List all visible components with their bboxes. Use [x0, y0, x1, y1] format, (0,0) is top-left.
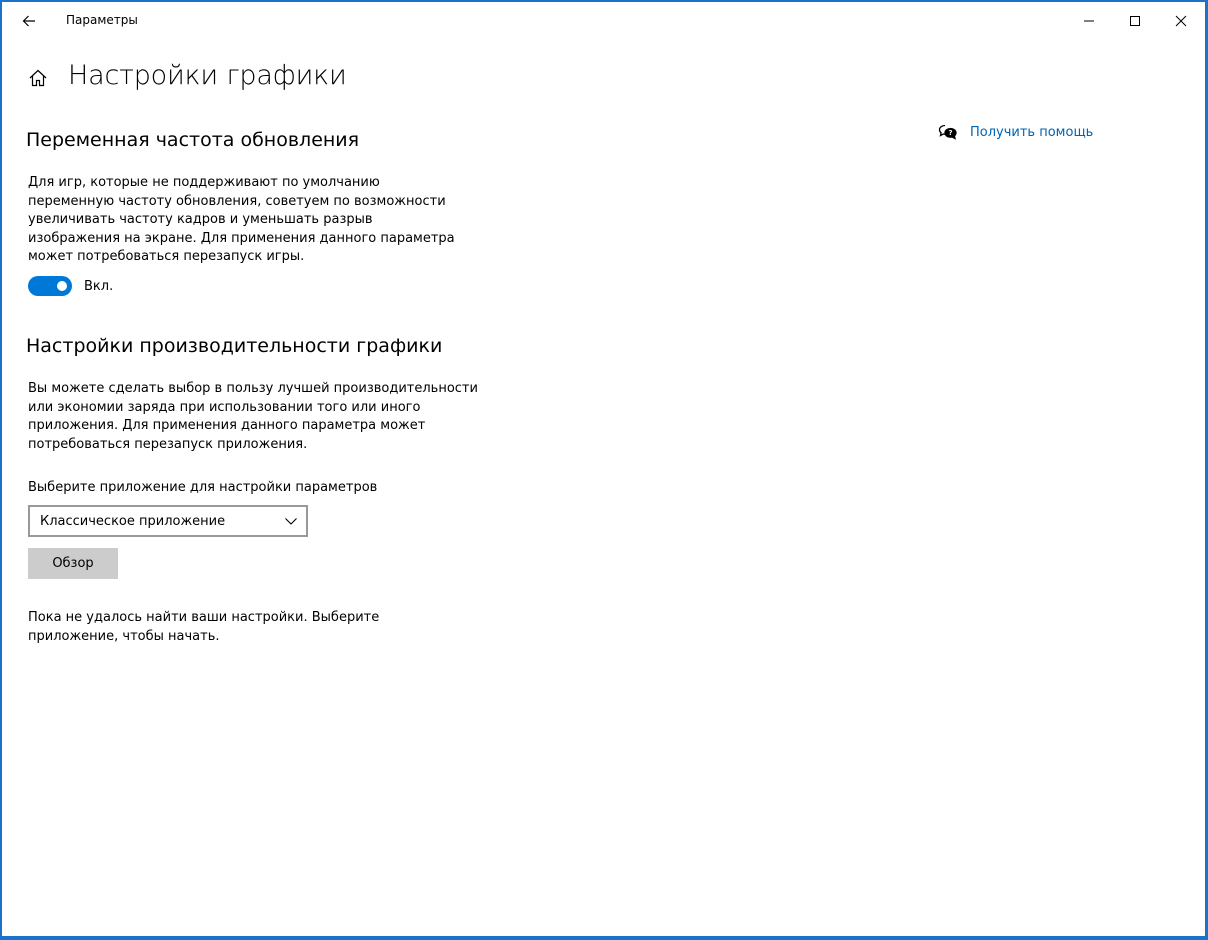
close-button[interactable] [1158, 2, 1204, 40]
toggle-knob [57, 281, 67, 291]
performance-section-title: Настройки производительности графики [26, 335, 443, 357]
home-icon [28, 68, 48, 88]
performance-description: Вы можете сделать выбор в пользу лучшей производительности или экономии заряда при использовании того или иного приложения. Для применения данного параметра может потребоваться перезапуск приложения. [28, 381, 478, 452]
maximize-button[interactable] [1112, 2, 1158, 40]
vrr-toggle-switch[interactable] [28, 276, 72, 296]
back-arrow-icon [21, 13, 37, 29]
status-message: Пока не удалось найти ваши настройки. Выберите приложение, чтобы начать. [28, 610, 380, 644]
minimize-button[interactable] [1066, 2, 1112, 40]
app-select-label: Выберите приложение для настройки параметров [28, 480, 378, 495]
help-chat-icon [938, 122, 958, 142]
maximize-icon [1129, 15, 1141, 27]
app-type-selected-value: Классическое приложение [40, 513, 226, 529]
page-title: Настройки графики [68, 60, 347, 91]
close-icon [1175, 15, 1187, 27]
vrr-section-title: Переменная частота обновления [26, 129, 360, 151]
vrr-description: Для игр, которые не поддерживают по умолчанию переменную частоту обновления, советуем по возможности увеличивать частоту кадров и уменьшать разрыв изображения на экране. Для применения данного параметра может потребоваться перезапуск игры. [28, 175, 455, 264]
back-button[interactable] [8, 4, 50, 38]
vrr-toggle-row [28, 276, 113, 296]
chevron-down-icon [284, 514, 298, 528]
home-button[interactable] [24, 64, 52, 92]
app-type-dropdown[interactable] [28, 505, 308, 537]
vrr-toggle-label: Вкл. [84, 278, 114, 294]
settings-window [2, 2, 1205, 936]
title-bar [2, 2, 1205, 40]
get-help-label: Получить помощь [970, 124, 1094, 140]
window-title: Параметры [66, 13, 138, 27]
get-help-link[interactable] [938, 122, 1093, 142]
minimize-icon [1083, 15, 1095, 27]
svg-text:?: ? [948, 129, 953, 138]
browse-button[interactable]: Обзор [28, 548, 118, 579]
